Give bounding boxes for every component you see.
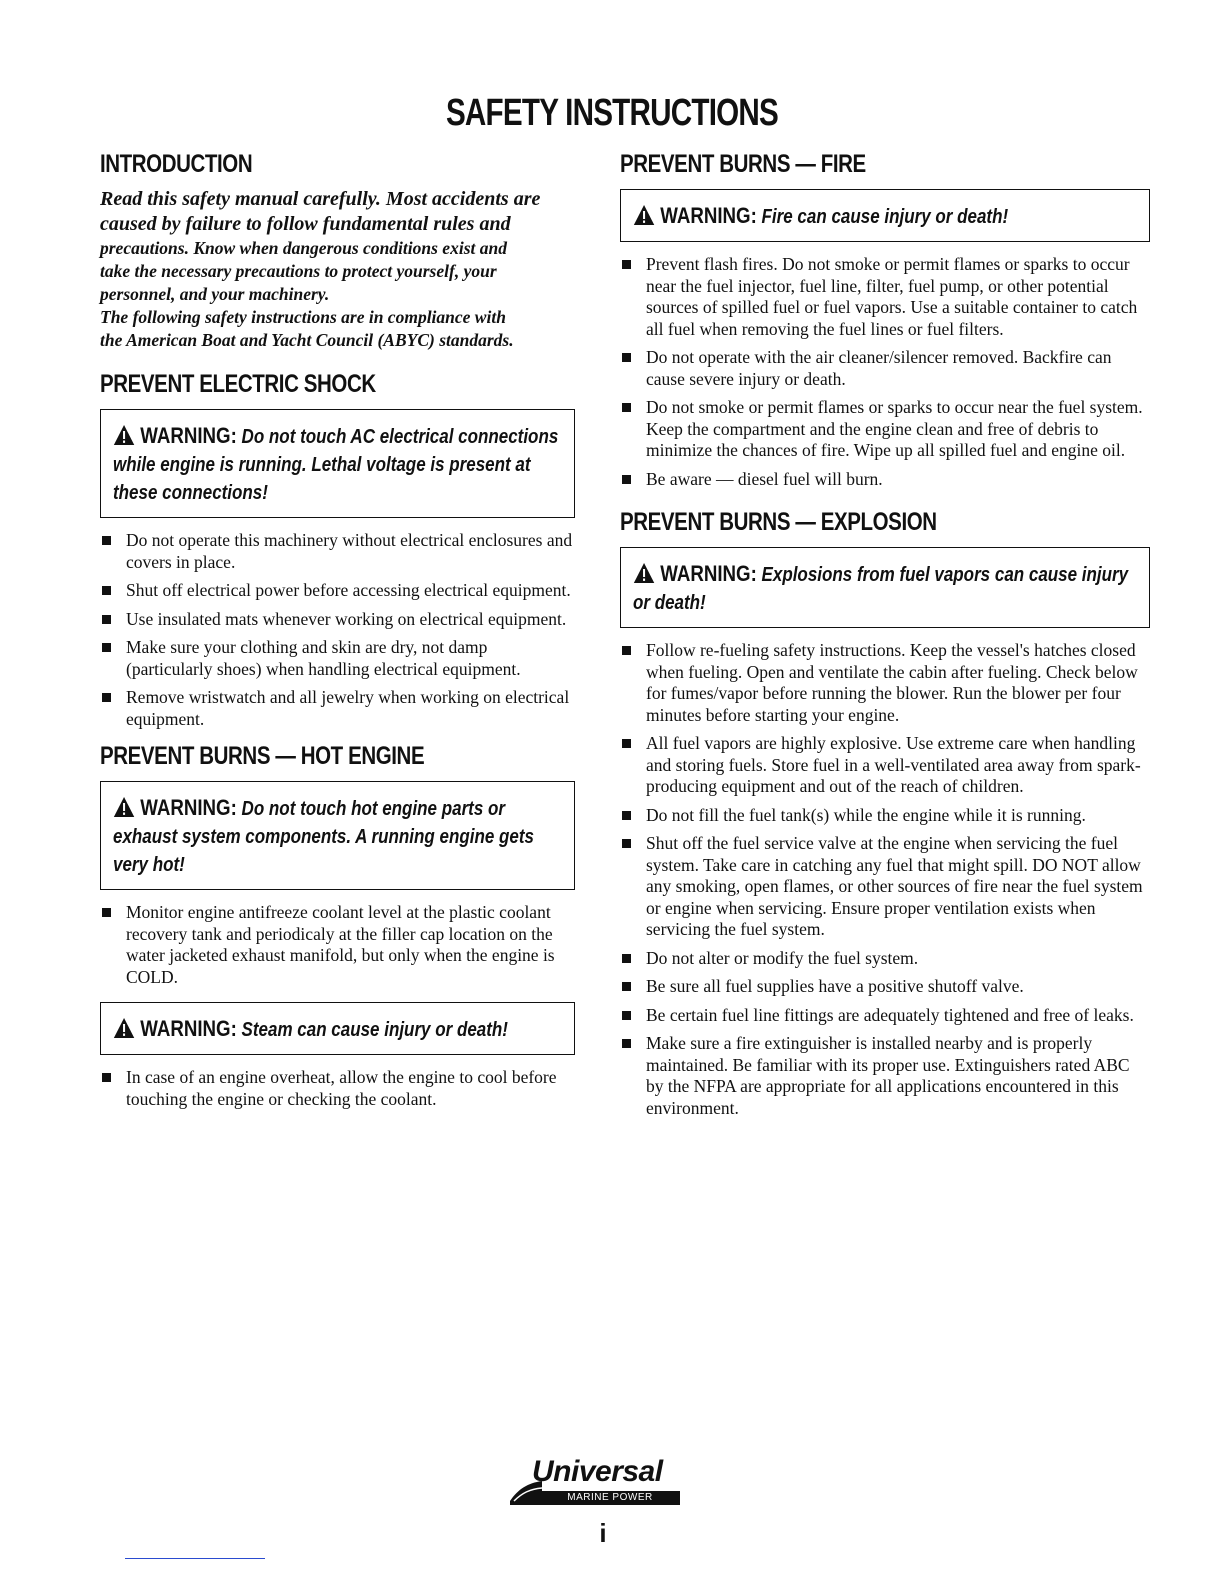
electric-shock-heading: PREVENT ELECTRIC SHOCK <box>100 370 376 398</box>
list-item: Shut off electrical power before accessing electrical equipment. <box>100 580 575 602</box>
warning-text: Do not touch AC electrical connections while engine is running. Lethal voltage is present at these connections! <box>113 426 559 504</box>
warning-label: WARNING: <box>140 795 237 820</box>
warning-triangle-icon <box>113 796 135 818</box>
list-item: Be certain fuel line fittings are adequately tightened and free of leaks. <box>620 1005 1150 1027</box>
list-item: Remove wristwatch and all jewelry when working on electrical equipment. <box>100 687 575 730</box>
explosion-warning-box <box>620 547 1150 628</box>
warning-triangle-icon <box>113 424 135 446</box>
hot-engine-heading: PREVENT BURNS — HOT ENGINE <box>100 742 425 770</box>
electric-shock-list <box>100 530 575 730</box>
fire-list <box>620 254 1150 490</box>
warning-triangle-icon <box>633 562 655 584</box>
steam-warning-box <box>100 1002 575 1055</box>
list-item: Follow re-fueling safety instructions. Keep the vessel's hatches closed when fueling. Open and ventilate the cabin after fueling. Check below for fumes/vapor before running the blower. Run the blower per four minutes before starting your engine. <box>620 640 1150 726</box>
list-item: Make sure your clothing and skin are dry, not damp (particularly shoes) when handling electrical equipment. <box>100 637 575 680</box>
right-column <box>620 150 1150 1126</box>
warning-text: Steam can cause injury or death! <box>241 1019 508 1041</box>
list-item: Be aware — diesel fuel will burn. <box>620 469 1150 491</box>
warning-label: WARNING: <box>660 561 757 586</box>
hot-engine-warning-box <box>100 781 575 890</box>
list-item: Do not alter or modify the fuel system. <box>620 948 1150 970</box>
list-item: Make sure a fire extinguisher is installed nearby and is properly maintained. Be familiar with its proper use. Extinguishers rated ABC by the NFPA are appropriate for all applications encountered in this environment. <box>620 1033 1150 1119</box>
list-item: Prevent flash fires. Do not smoke or permit flames or sparks to occur near the fuel injector, fuel line, filter, fuel pump, or other potential sources of spilled fuel or fuel vapors. Use a suitable container to catch all fuel when removing the fuel lines or fuel filters. <box>620 254 1150 340</box>
intro-line: the American Boat and Yacht Council (ABYC) standards. <box>100 330 514 350</box>
list-item: All fuel vapors are highly explosive. Use extreme care when handling and storing fuels. Store fuel in a well-ventilated area away from spark-producing equipment and out of the reach of children. <box>620 733 1150 798</box>
explosion-heading: PREVENT BURNS — EXPLOSION <box>620 508 937 536</box>
warning-label: WARNING: <box>140 423 237 448</box>
warning-text: Do not touch hot engine parts or exhaust system components. A running engine gets very hot! <box>113 798 534 876</box>
warning-label: WARNING: <box>140 1016 237 1041</box>
left-column <box>100 150 575 1117</box>
universal-logo <box>510 1455 685 1510</box>
warning-label: WARNING: <box>660 203 757 228</box>
page-title: SAFETY INSTRUCTIONS <box>445 92 779 134</box>
warning-text: Explosions from fuel vapors can cause injury or death! <box>633 564 1129 614</box>
hot-engine-list <box>100 902 575 988</box>
bottom-rule <box>125 1558 265 1559</box>
list-item: Do not smoke or permit flames or sparks to occur near the fuel system. Keep the compartment and the engine clean and free of debris to minimize the chances of fire. Wipe up all spilled fuel and engine oil. <box>620 397 1150 462</box>
intro-line: caused by failure to follow fundamental rules and <box>100 213 511 235</box>
list-item: Do not operate this machinery without electrical enclosures and covers in place. <box>100 530 575 573</box>
page-number: i <box>599 1518 607 1548</box>
electric-shock-warning-box <box>100 409 575 518</box>
logo-subtitle: MARINE POWER <box>567 1492 653 1503</box>
intro-line: take the necessary precautions to protect yourself, your <box>100 261 497 281</box>
list-item: Be sure all fuel supplies have a positive shutoff valve. <box>620 976 1150 998</box>
list-item: Shut off the fuel service valve at the engine when servicing the fuel system. Take care in catching any fuel that might spill. DO NOT allow any smoking, open flames, or other sources of fire near the fuel system or engine when servicing. Ensure proper ventilation exists when servicing the fuel system. <box>620 833 1150 941</box>
intro-line: Read this safety manual carefully. Most accidents are <box>100 188 541 210</box>
intro-line: The following safety instructions are in compliance with <box>100 307 506 327</box>
list-item: Do not fill the fuel tank(s) while the engine while it is running. <box>620 805 1150 827</box>
logo-text: Universal <box>532 1455 663 1488</box>
introduction-heading: INTRODUCTION <box>100 150 253 178</box>
fire-heading: PREVENT BURNS — FIRE <box>620 150 866 178</box>
list-item: Monitor engine antifreeze coolant level at the plastic coolant recovery tank and periodicaly at the filler cap location on the water jacketed exhaust manifold, but only when the engine is COLD. <box>100 902 575 988</box>
intro-line: personnel, and your machinery. <box>100 284 330 304</box>
list-item: Do not operate with the air cleaner/silencer removed. Backfire can cause severe injury or death. <box>620 347 1150 390</box>
list-item: Use insulated mats whenever working on electrical equipment. <box>100 609 575 631</box>
steam-list <box>100 1067 575 1110</box>
intro-line: precautions. Know when dangerous conditions exist and <box>100 238 507 258</box>
warning-text: Fire can cause injury or death! <box>761 206 1009 228</box>
introduction-text <box>100 187 575 352</box>
warning-triangle-icon <box>633 204 655 226</box>
list-item: In case of an engine overheat, allow the engine to cool before touching the engine or checking the coolant. <box>100 1067 575 1110</box>
warning-triangle-icon <box>113 1017 135 1039</box>
explosion-list <box>620 640 1150 1119</box>
fire-warning-box <box>620 189 1150 242</box>
